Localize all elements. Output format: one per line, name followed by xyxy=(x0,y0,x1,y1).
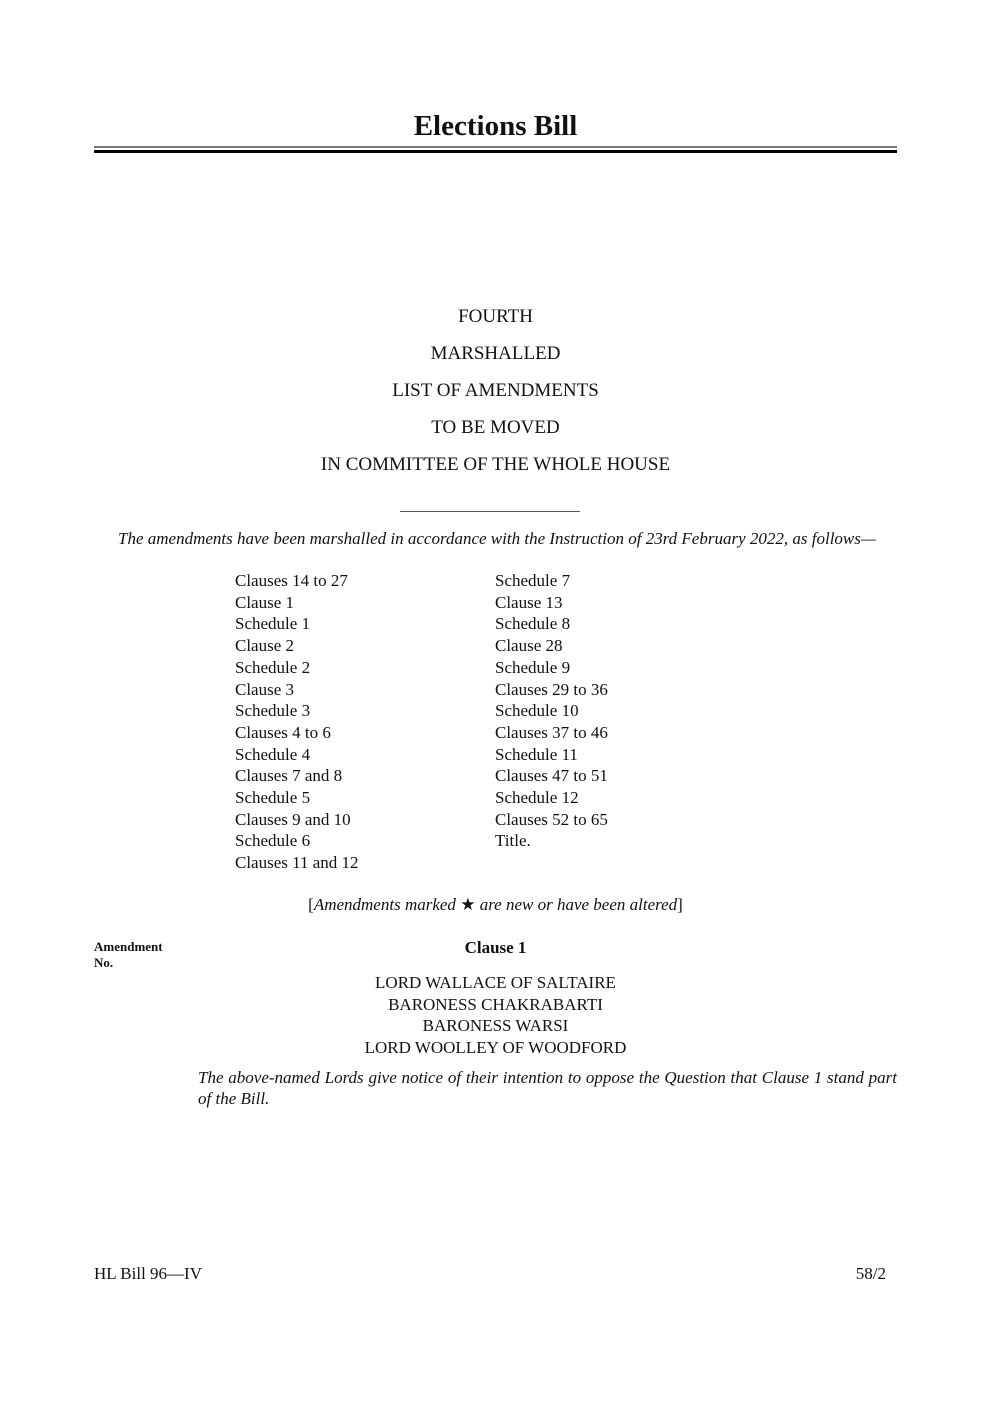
altered-amendments-note xyxy=(94,894,897,916)
order-item: Schedule 7 xyxy=(495,571,571,590)
title-rule-thick xyxy=(94,150,897,153)
section-separator xyxy=(400,511,580,512)
order-item: Clauses 9 and 10 xyxy=(235,809,351,829)
clause-heading: Clause 1 xyxy=(464,938,527,957)
order-item: Schedule 4 xyxy=(235,744,311,764)
order-item: Schedule 1 xyxy=(235,614,311,634)
order-item: Clause 28 xyxy=(495,636,563,656)
heading-line: MARSHALLED xyxy=(430,343,561,364)
order-item: Clause 1 xyxy=(235,592,295,612)
order-item: Clauses 52 to 65 xyxy=(495,809,608,829)
heading-line: FOURTH xyxy=(458,306,533,327)
order-item: Clause 13 xyxy=(495,592,563,612)
order-item: Title. xyxy=(495,831,531,851)
order-item: Clause 3 xyxy=(235,679,295,699)
title-rule-thin xyxy=(94,146,897,148)
order-item: Schedule 2 xyxy=(235,657,311,677)
order-item: Schedule 8 xyxy=(495,614,571,634)
order-item: Clauses 37 to 46 xyxy=(495,722,608,742)
heading-line: TO BE MOVED xyxy=(431,417,560,438)
order-item: Clauses 4 to 6 xyxy=(235,722,331,742)
note-open-bracket: [ xyxy=(308,895,314,914)
marshalling-intro: The amendments have been marshalled in accordance with the Instruction of 23rd February 2022, as follows— xyxy=(118,529,876,548)
note-close-bracket: ] xyxy=(677,895,683,914)
order-item: Clauses 11 and 12 xyxy=(235,853,359,873)
footer-bill-reference: HL Bill 96—IV xyxy=(94,1264,202,1283)
amendment-label-line1: Amendment xyxy=(94,939,163,954)
order-item: Clauses 47 to 51 xyxy=(495,766,608,786)
note-text-before: Amendments marked xyxy=(313,895,461,914)
list-heading xyxy=(94,304,897,489)
sponsor-name: BARONESS WARSI xyxy=(422,1016,569,1036)
order-item: Schedule 3 xyxy=(235,701,311,721)
note-text-after: are new or have been altered xyxy=(475,895,678,914)
amendment-number-label xyxy=(94,939,163,971)
footer-page-reference: 58/2 xyxy=(855,1264,886,1283)
heading-line: IN COMMITTEE OF THE WHOLE HOUSE xyxy=(320,454,671,475)
sponsor-name: LORD WOOLLEY OF WOODFORD xyxy=(364,1038,627,1058)
stand-part-notice: The above-named Lords give notice of their intention to oppose the Question that Clause 1 stand part of the Bill. xyxy=(198,1068,897,1108)
order-item: Clauses 29 to 36 xyxy=(495,679,608,699)
sponsor-name: BARONESS CHAKRABARTI xyxy=(388,994,603,1014)
sponsor-name: LORD WALLACE OF SALTAIRE xyxy=(375,973,616,992)
star-icon: ★ xyxy=(460,895,476,914)
document-title: Elections Bill xyxy=(413,110,578,142)
order-list-left xyxy=(235,570,359,874)
order-item: Schedule 10 xyxy=(495,701,579,721)
order-item: Schedule 6 xyxy=(235,831,311,851)
amendment-label-line2: No. xyxy=(94,955,114,970)
order-item: Clauses 14 to 27 xyxy=(235,571,348,590)
order-item: Schedule 12 xyxy=(495,788,579,808)
sponsor-list xyxy=(194,972,797,1059)
order-item: Clauses 7 and 8 xyxy=(235,766,343,786)
order-item: Schedule 11 xyxy=(495,744,578,764)
order-item: Clause 2 xyxy=(235,636,295,656)
order-list-right xyxy=(495,570,608,852)
heading-line: LIST OF AMENDMENTS xyxy=(392,380,599,401)
order-item: Schedule 9 xyxy=(495,657,571,677)
order-item: Schedule 5 xyxy=(235,788,311,808)
